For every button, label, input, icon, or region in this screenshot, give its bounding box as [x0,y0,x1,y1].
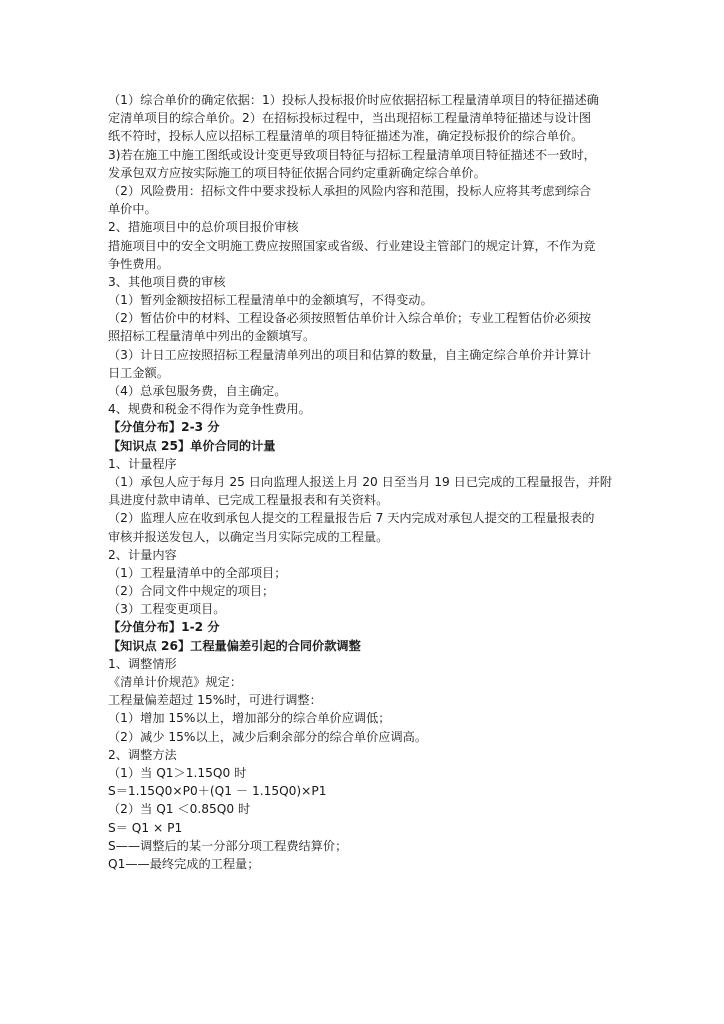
text-line: 具进度付款申请单、已完成工程量报表和有关资料。 [108,493,389,508]
text-line: 发承包双方应按实际施工的项目特征依据合同约定重新确定综合单价。 [108,165,486,180]
text-line: （2）监理人应在收到承包人提交的工程量报告后 7 天内完成对承包人提交的工程量报表的 [108,511,595,526]
text-line: （2）减少 15%以上，减少后剩余部分的综合单价应调高。 [108,729,428,744]
text-line: 单价中。 [108,202,157,217]
formula-condition: （1）当 Q1＞1.15Q0 时 [108,765,247,780]
document-body [108,91,618,873]
text-line: 审核并报送发包人，以确定当月实际完成的工程量。 [108,529,389,544]
knowledge-point-heading: 【知识点 26】工程量偏差引起的合同价款调整 [108,638,361,653]
formula: S＝ Q1 × P1 [108,820,183,835]
text-line: （1）工程量清单中的全部项目； [108,565,287,580]
text-line: 定清单项目的综合单价。2）在招标投标过程中，当出现招标工程量清单特征描述与设计图 [108,111,592,126]
text-line: 措施项目中的安全文明施工费应按照国家或省级、行业建设主管部门的规定计算，不作为竞 [108,238,596,253]
knowledge-point-heading: 【知识点 25】单价合同的计量 [108,438,276,453]
section-heading: 2、调整方法 [108,747,177,762]
text-line: 照招标工程量清单中列出的金额填写。 [108,329,316,344]
text-line: 4、规费和税金不得作为竞争性费用。 [108,402,311,417]
section-heading: 1、调整情形 [108,656,177,671]
text-line: （1）暂列金额按招标工程量清单中的金额填写，不得变动。 [108,293,433,308]
section-heading: 3、其他项目费的审核 [108,274,226,289]
section-heading: 2、计量内容 [108,547,177,562]
text-line: （4）总承包服务费，自主确定。 [108,384,287,398]
section-heading: 2、措施项目中的总价项目报价审核 [108,220,299,235]
text-line: 工程量偏差超过 15%时，可进行调整： [108,693,322,708]
formula-definition: S——调整后的某一分部分项工程费结算价； [108,838,348,853]
score-distribution-heading: 【分值分布】2-3 分 [108,420,220,435]
text-line: 纸不符时，投标人应以招标工程量清单的项目特征描述为准，确定投标报价的综合单价。 [108,129,584,144]
text-line: （3）计日工应按照招标工程量清单列出的项目和估算的数量，自主确定综合单价并计算计 [108,347,592,362]
section-heading: 1、计量程序 [108,456,177,471]
text-line: （1）增加 15%以上，增加部分的综合单价应调低； [108,711,391,726]
text-line: （1）承包人应于每月 25 日向监理人报送上月 20 日至当月 19 日已完成的工程量报告，并附 [108,474,613,489]
score-distribution-heading: 【分值分布】1-2 分 [108,620,220,635]
text-line: （3）工程变更项目。 [108,602,226,617]
text-line: 《清单计价规范》规定： [108,675,243,689]
formula: S＝1.15Q0×P0＋(Q1 － 1.15Q0)×P1 [108,784,327,799]
text-line: （2）暂估价中的材料、工程设备必须按照暂估单价计入综合单价；专业工程暂估价必须按 [108,311,592,326]
formula-definition: Q1——最终完成的工程量； [108,856,260,871]
text-line: 日工金额。 [108,365,169,380]
text-line: 争性费用。 [108,256,169,271]
text-line: （2）合同文件中规定的项目； [108,584,275,599]
formula-condition: （2）当 Q1 ＜0.85Q0 时 [108,802,251,817]
text-line: 3)若在施工中施工图纸或设计变更导致项目特征与招标工程量清单项目特征描述不一致时， [108,147,596,162]
text-line: （2）风险费用：招标文件中要求投标人承担的风险内容和范围，投标人应将其考虑到综合 [108,183,592,198]
text-line: （1）综合单价的确定依据：1）投标人投标报价时应依据招标工程量清单项目的特征描述确 [108,93,599,107]
